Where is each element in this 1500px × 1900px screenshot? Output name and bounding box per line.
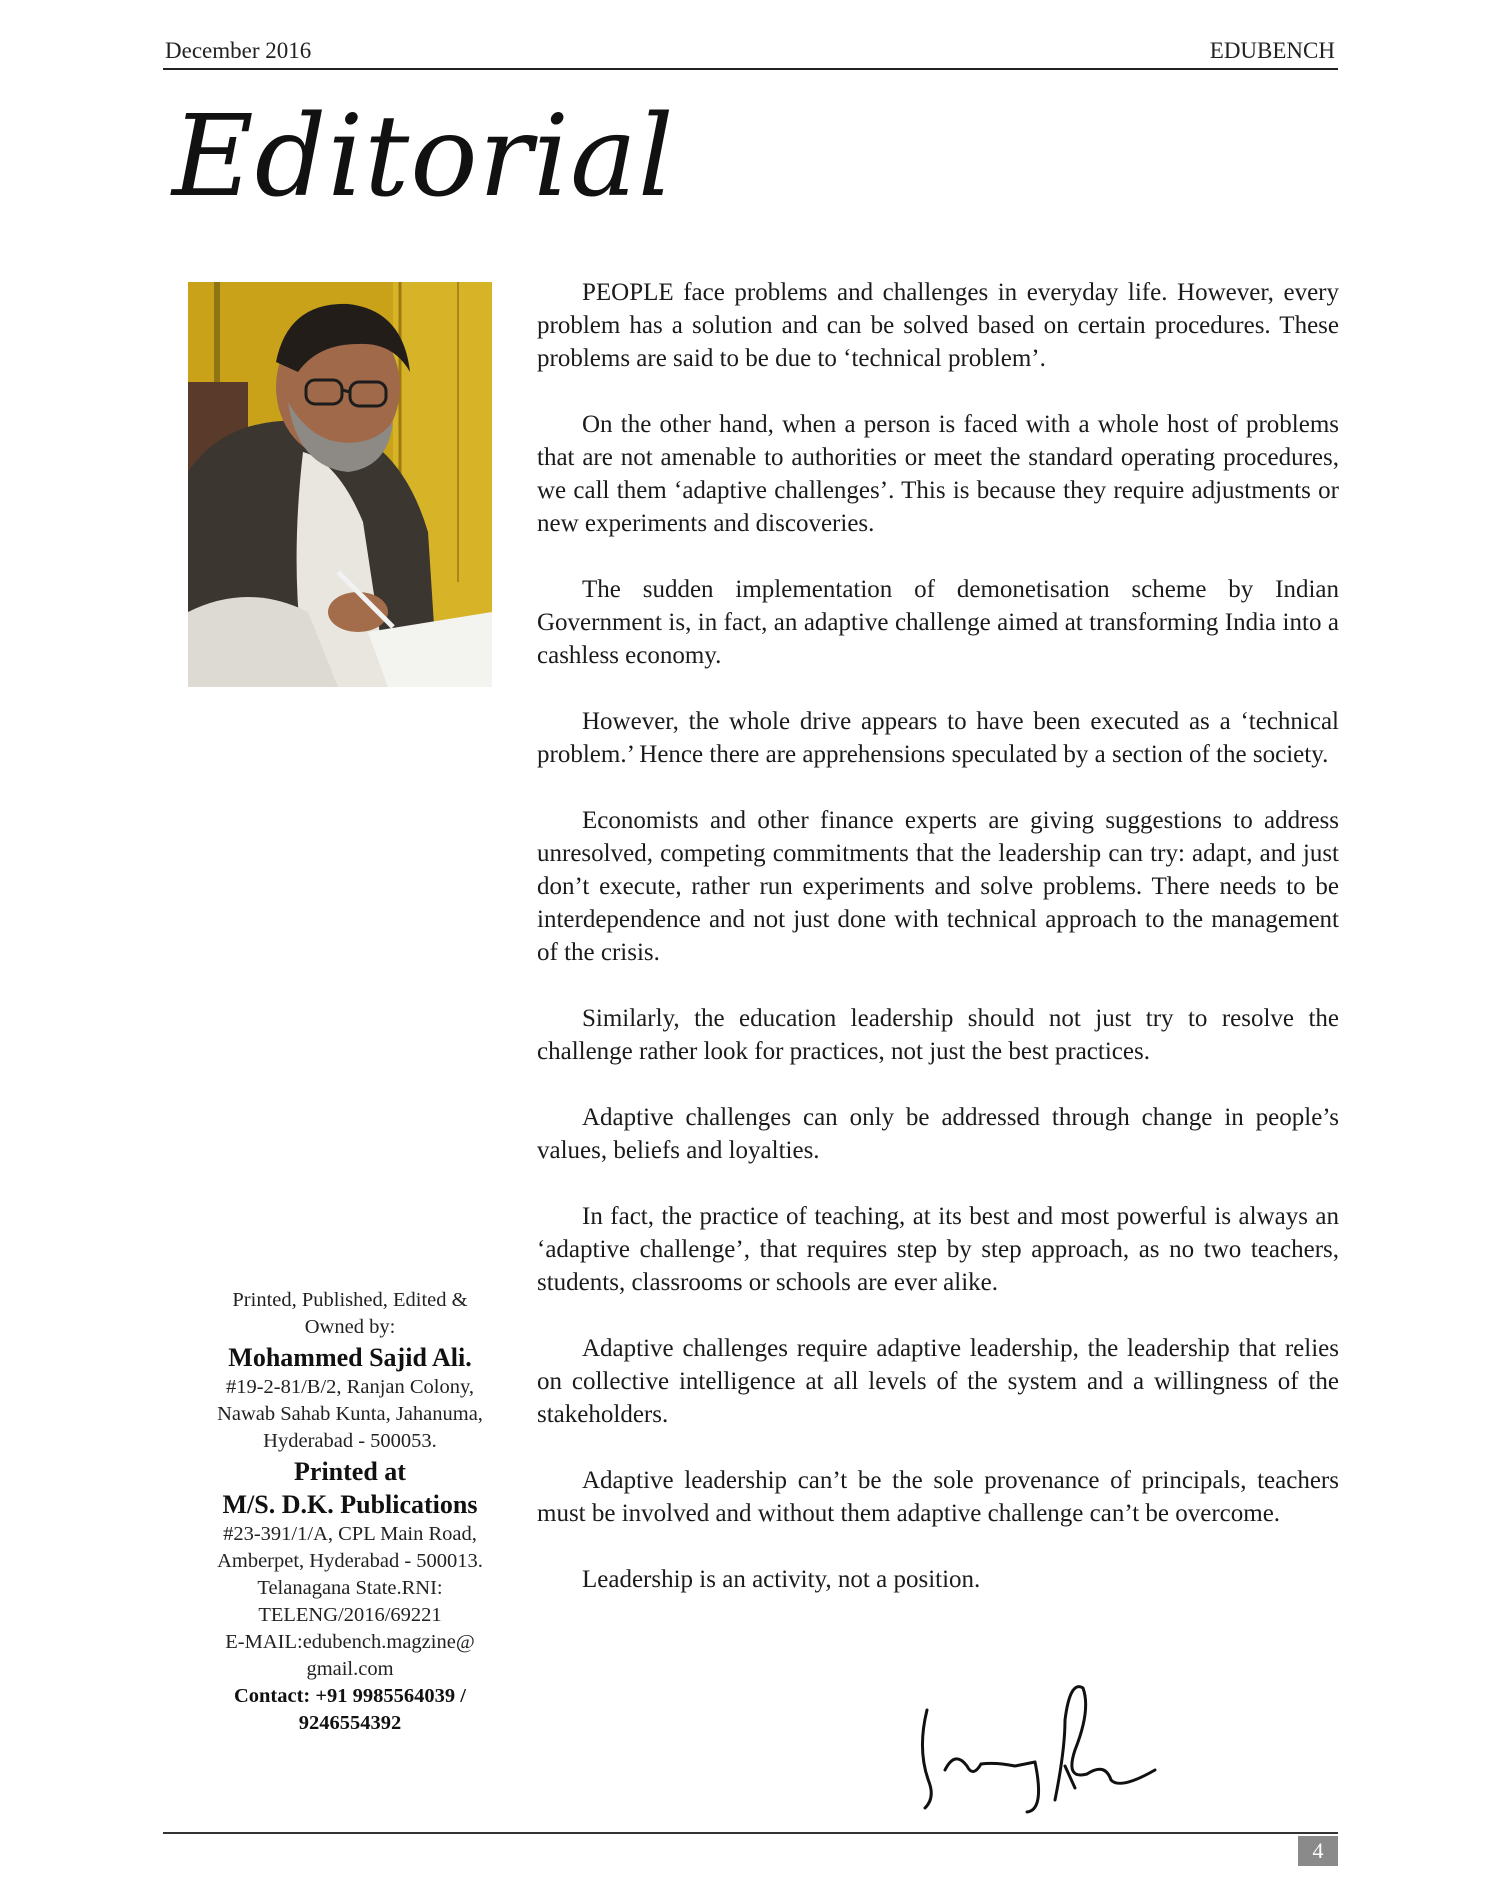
body-paragraph: Adaptive leadership can’t be the sole provenance of principals, teachers must be involved and without them adaptive challenge can’t be overcome.	[537, 1467, 1339, 1527]
body-paragraph: Adaptive challenges require adaptive leadership, the leadership that relies on collective intelligence at all levels of the system and a willingness of the stakeholders.	[537, 1335, 1339, 1428]
body-paragraph: However, the whole drive appears to have been executed as a ‘technical problem.’ Hence there are apprehensions speculated by a section of the society.	[537, 708, 1339, 768]
issue-date: December 2016	[165, 38, 312, 63]
printer-address: Telanagana State.RNI:	[257, 1577, 443, 1599]
email-address: E-MAIL:edubench.magzine@	[225, 1631, 475, 1653]
publication-name: EDUBENCH	[1209, 38, 1335, 63]
editorial-body	[537, 276, 1339, 1629]
editor-signature	[915, 1670, 1175, 1820]
body-paragraph: Similarly, the education leadership should not just try to resolve the challenge rather look for practices, not just the best practices.	[537, 1005, 1339, 1065]
contact-numbers: 9246554392	[298, 1712, 402, 1734]
page-number: 4	[1298, 1836, 1338, 1866]
owner-address: Nawab Sahab Kunta, Jahanuma,	[217, 1403, 483, 1425]
printer-address: #23-391/1/A, CPL Main Road,	[223, 1523, 477, 1545]
owner-name: Mohammed Sajid Ali.	[228, 1343, 472, 1372]
header-rule	[163, 68, 1338, 70]
printed-at-label: Printed at	[294, 1457, 406, 1486]
editor-photo	[188, 282, 492, 687]
contact-numbers: Contact: +91 9985564039 /	[233, 1685, 467, 1707]
body-paragraph: Adaptive challenges can only be addressed through change in people’s values, beliefs and loyalties.	[537, 1104, 1339, 1164]
page-title: Editorial	[172, 92, 675, 222]
body-paragraph: On the other hand, when a person is faced with a whole host of problems that are not amenable to authorities or meet the standard operating procedures, we call them ‘adaptive challenges’. This is because they require adjustments or new experiments and discoveries.	[537, 411, 1339, 537]
body-paragraph: In fact, the practice of teaching, at its best and most powerful is always an ‘adaptive challenge’, that requires step by step approach, as no two teachers, students, classrooms or schools are ever alike.	[537, 1203, 1339, 1296]
body-paragraph: Economists and other finance experts are giving suggestions to address unresolved, competing commitments that the leadership can try: adapt, and just don’t execute, rather run experiments and solve problems. There needs to be interdependence and not just done with technical approach to the management of the crisis.	[537, 807, 1339, 966]
email-address: gmail.com	[306, 1658, 394, 1680]
imprint-intro: Printed, Published, Edited &	[232, 1289, 468, 1311]
rni-number: TELENG/2016/69221	[258, 1604, 442, 1626]
body-paragraph: PEOPLE face problems and challenges in everyday life. However, every problem has a solution and can be solved based on certain procedures. These problems are said to be due to ‘technical problem’.	[537, 279, 1339, 372]
owner-address: Hyderabad - 500053.	[263, 1430, 437, 1452]
imprint-block	[190, 1287, 510, 1737]
body-paragraph: Leadership is an activity, not a position.	[582, 1566, 981, 1593]
printer-name: M/S. D.K. Publications	[222, 1490, 478, 1519]
owner-address: #19-2-81/B/2, Ranjan Colony,	[225, 1376, 475, 1398]
printer-address: Amberpet, Hyderabad - 500013.	[217, 1550, 483, 1572]
body-paragraph: The sudden implementation of demonetisation scheme by Indian Government is, in fact, an adaptive challenge aimed at transforming India into a cashless economy.	[537, 576, 1339, 669]
imprint-intro: Owned by:	[304, 1316, 396, 1338]
footer-rule	[163, 1832, 1338, 1834]
